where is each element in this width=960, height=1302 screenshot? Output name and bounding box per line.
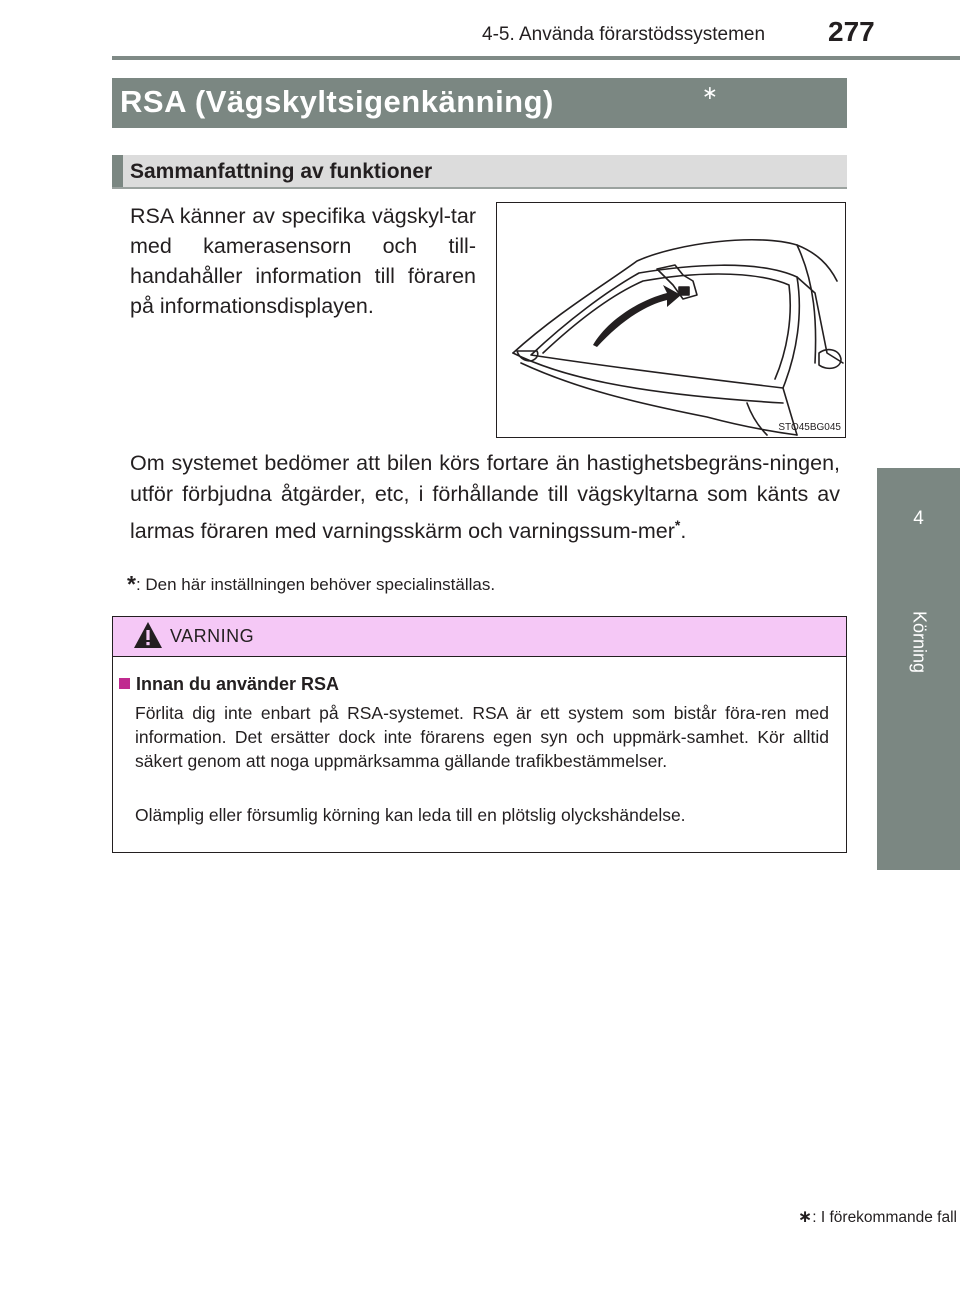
title-asterisk: ∗ [702, 83, 718, 104]
chapter-label-wrapper [905, 582, 933, 702]
footnote-text: : Den här inställningen behöver specialinställas. [135, 575, 496, 594]
warning-triangle-icon [133, 621, 163, 654]
subsection-title: Sammanfattning av funktioner [130, 160, 433, 183]
warning-paragraph-2: Olämplig eller försumlig körning kan leda till en plötslig olyckshändelse. [135, 805, 686, 825]
section-title-bar [112, 78, 847, 128]
header-rule [112, 56, 960, 60]
body-asterisk: * [674, 517, 681, 533]
body-text: Om systemet bedömer att bilen körs fortare än hastighetsbegräns-ningen, utför förbjudna åtgärder, etc, i förhållande till vägskyltarna som känts av larmas föraren med varningsskärm och varningssum-mer [130, 451, 840, 544]
bottom-note-text: : I förekommande fall [812, 1209, 957, 1226]
body-end: . [680, 519, 687, 544]
bottom-note [798, 1207, 957, 1227]
header-section-title: 4-5. Använda förarstödssystemen [482, 24, 766, 45]
body-paragraph [130, 448, 840, 547]
chapter-side-tab [877, 468, 960, 870]
illustration-code: STO45BG045 [778, 422, 841, 433]
footnote-star: * [127, 571, 136, 597]
subsection-bar [112, 155, 847, 189]
subsection-accent [112, 155, 123, 187]
section-title: RSA (Vägskyltsigenkänning) [120, 84, 554, 119]
intro-paragraph: RSA känner av specifika vägskyl-tar med kamerasensorn och till-handahåller information till föraren på informationsdisplayen. [130, 204, 476, 318]
warning-header [113, 617, 846, 657]
windshield-camera-illustration [496, 202, 846, 438]
warning-paragraph-1: Förlita dig inte enbart på RSA-systemet. RSA är ett system som bistår föra-ren med information. Det ersätter dock inte förarens egen syn och uppmärk-samhet. Kör alltid säkert genom att noga uppmärksamma gällande trafikbestämmelser. [135, 703, 829, 771]
footnote [127, 571, 495, 598]
warning-box [112, 616, 847, 853]
chapter-number: 4 [913, 508, 924, 529]
page-number: 277 [828, 16, 875, 47]
chapter-label: Körning [909, 610, 930, 674]
warning-subheading [119, 674, 339, 695]
bottom-note-star: ∗ [798, 1207, 813, 1226]
car-windshield-icon [497, 203, 845, 437]
bullet-square-icon [119, 678, 130, 689]
warning-subheading-text: Innan du använder RSA [136, 674, 340, 694]
warning-label: VARNING [170, 626, 255, 646]
